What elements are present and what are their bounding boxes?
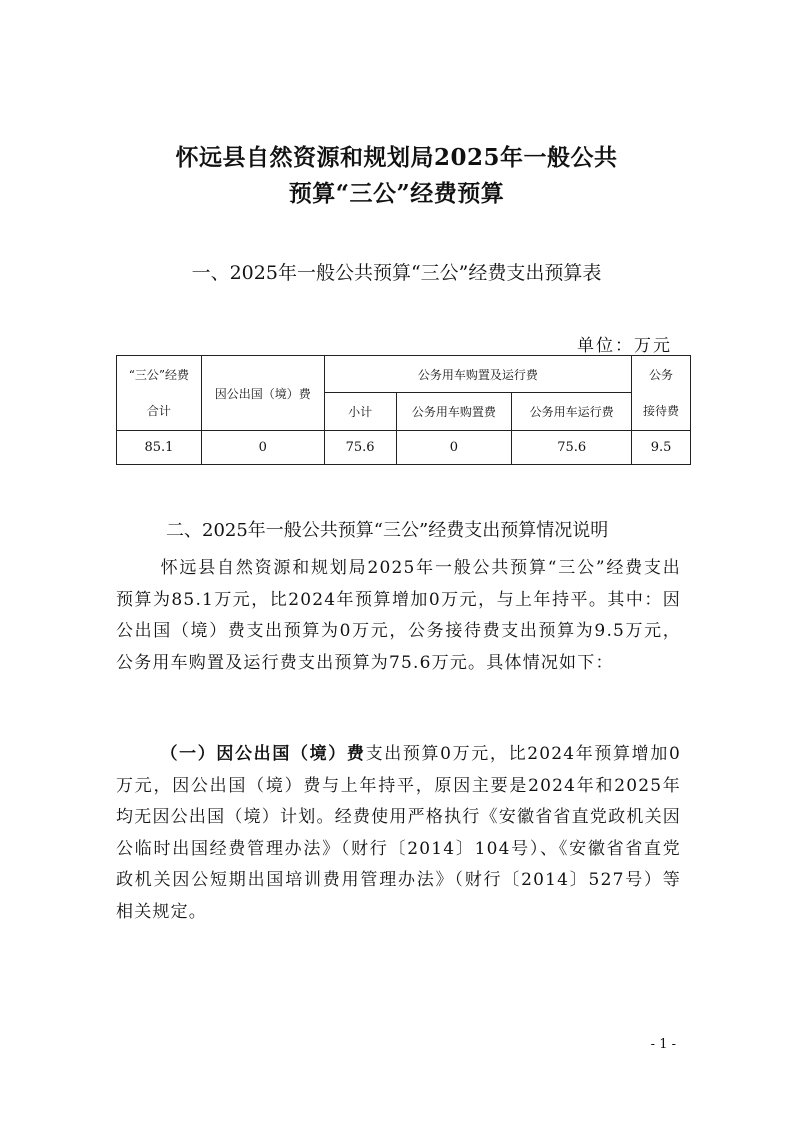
header-vehicle-group: 公务用车购置及运行费 (324, 356, 631, 393)
document-title-line-2: 预算“三公”经费预算 (288, 180, 505, 207)
header-total-top: “三公”经费 (128, 368, 190, 382)
header-reception-top: 公务 (649, 368, 674, 382)
header-total-bottom: 合计 (146, 404, 171, 418)
value-total: 85.1 (117, 431, 202, 465)
header-total (117, 356, 202, 431)
paragraph-2-lead: （一）因公出国（境）费 (160, 744, 366, 764)
paragraph-1-text: 怀远县自然资源和规划局2025年一般公共预算“三公”经费支出预算为85.1万元，比2024年预算增加0万元，与上年持平。其中：因公出国（境）费支出预算为0万元，公务接待费支出预算为9.5万元，公务用车购置及运行费支出预算为75.6万元。具体情况如下： (116, 558, 681, 673)
page-number: - 1 - (650, 1037, 676, 1052)
header-abroad: 因公出国（境）费 (201, 356, 324, 431)
header-reception (632, 356, 691, 431)
value-vehicle-subtotal: 75.6 (324, 431, 396, 465)
header-vehicle-purchase: 公务用车购置费 (396, 393, 512, 431)
document-title-line-1: 怀远县自然资源和规划局2025年一般公共 (175, 144, 618, 171)
paragraph-2-text: 支出预算0万元，比2024年预算增加0万元，因公出国（境）费与上年持平，原因主要是2024年和2025年均无因公出国（境）计划。经费使用严格执行《安徽省省直党政机关因公临时出国经费管理办法》（财行〔2014〕104号）、《安徽省省直党政机关因公短期出国培训费用管理办法》（财行〔2014〕527号）等相关规定。 (116, 744, 681, 922)
section-2-heading: 二、2025年一般公共预算“三公”经费支出预算情况说明 (166, 520, 609, 541)
value-vehicle-purchase: 0 (396, 431, 512, 465)
section-1-heading: 一、2025年一般公共预算“三公”经费支出预算表 (191, 262, 602, 284)
paragraph-1 (116, 553, 681, 679)
table-row (117, 431, 691, 465)
header-vehicle-operation: 公务用车运行费 (512, 393, 632, 431)
paragraph-2 (116, 739, 681, 928)
value-abroad: 0 (201, 431, 324, 465)
header-vehicle-subtotal: 小计 (324, 393, 396, 431)
header-reception-bottom: 接待费 (643, 404, 680, 418)
table-header-row-1 (117, 356, 691, 393)
value-vehicle-operation: 75.6 (512, 431, 632, 465)
unit-label: 单位：万元 (577, 336, 672, 356)
value-reception: 9.5 (632, 431, 691, 465)
budget-table (116, 355, 691, 465)
